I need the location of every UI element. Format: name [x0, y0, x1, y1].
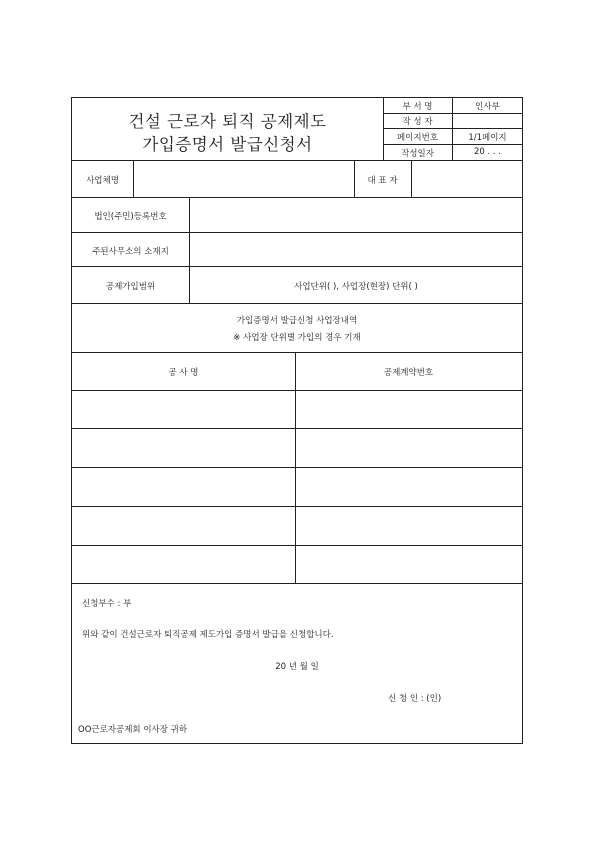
- registration-label: 법인(주민)등록번호: [94, 212, 167, 222]
- dept-label: 부 서 명: [402, 102, 433, 112]
- dept-value: 인사부: [475, 102, 500, 112]
- date-line: 20 년 월 일: [275, 662, 319, 672]
- scope-value[interactable]: 사업단위( ), 사업장(현장) 단위( ): [294, 282, 418, 292]
- author-label: 작 성 자: [402, 117, 433, 127]
- table-header-contract-number: 공제계약번호: [383, 368, 434, 378]
- contract-number-cell[interactable]: [296, 468, 522, 505]
- contract-number-cell[interactable]: [296, 391, 522, 427]
- applicant-line: 신 청 인 : (인): [388, 694, 442, 704]
- section-title: 가입증명서 발급신청 사업장내역: [236, 316, 358, 326]
- project-name-cell[interactable]: [73, 429, 294, 466]
- application-form: [71, 97, 523, 744]
- page-number-value: 1/1페이지: [468, 133, 507, 143]
- representative-label: 대 표 자: [367, 176, 398, 186]
- address-label: 주된사무소의 소재지: [92, 247, 169, 257]
- contract-number-cell[interactable]: [296, 507, 522, 544]
- representative-field[interactable]: [412, 161, 522, 196]
- form-title-line2: 가입증명서 발급신청서: [142, 135, 313, 154]
- recipient-text: OO근로자공제회 이사장 귀하: [78, 725, 188, 735]
- project-name-cell[interactable]: [73, 546, 294, 582]
- table-header-project: 공 사 명: [168, 368, 199, 378]
- scope-label: 공제가입범위: [105, 282, 156, 292]
- section-note: ※ 사업장 단위별 가입의 경우 기재: [233, 333, 361, 343]
- page-number-label: 페이지번호: [396, 133, 439, 143]
- contract-number-cell[interactable]: [296, 546, 522, 582]
- project-name-cell[interactable]: [73, 391, 294, 427]
- project-name-cell[interactable]: [73, 468, 294, 505]
- business-name-label: 사업체명: [86, 176, 119, 186]
- date-value: 20 . . .: [473, 147, 502, 157]
- project-name-cell[interactable]: [73, 507, 294, 544]
- date-label: 작성일자: [401, 149, 434, 159]
- statement-text: 위와 같이 건설근로자 퇴직공제 제도가입 증명서 발급을 신청합니다.: [82, 630, 334, 640]
- form-title-line1: 건설 근로자 퇴직 공제제도: [128, 112, 327, 131]
- copies-text: 신청부수 : 부: [82, 599, 132, 609]
- address-field[interactable]: [190, 233, 522, 266]
- registration-field[interactable]: [190, 198, 522, 232]
- contract-number-cell[interactable]: [296, 429, 522, 466]
- business-name-field[interactable]: [134, 161, 353, 196]
